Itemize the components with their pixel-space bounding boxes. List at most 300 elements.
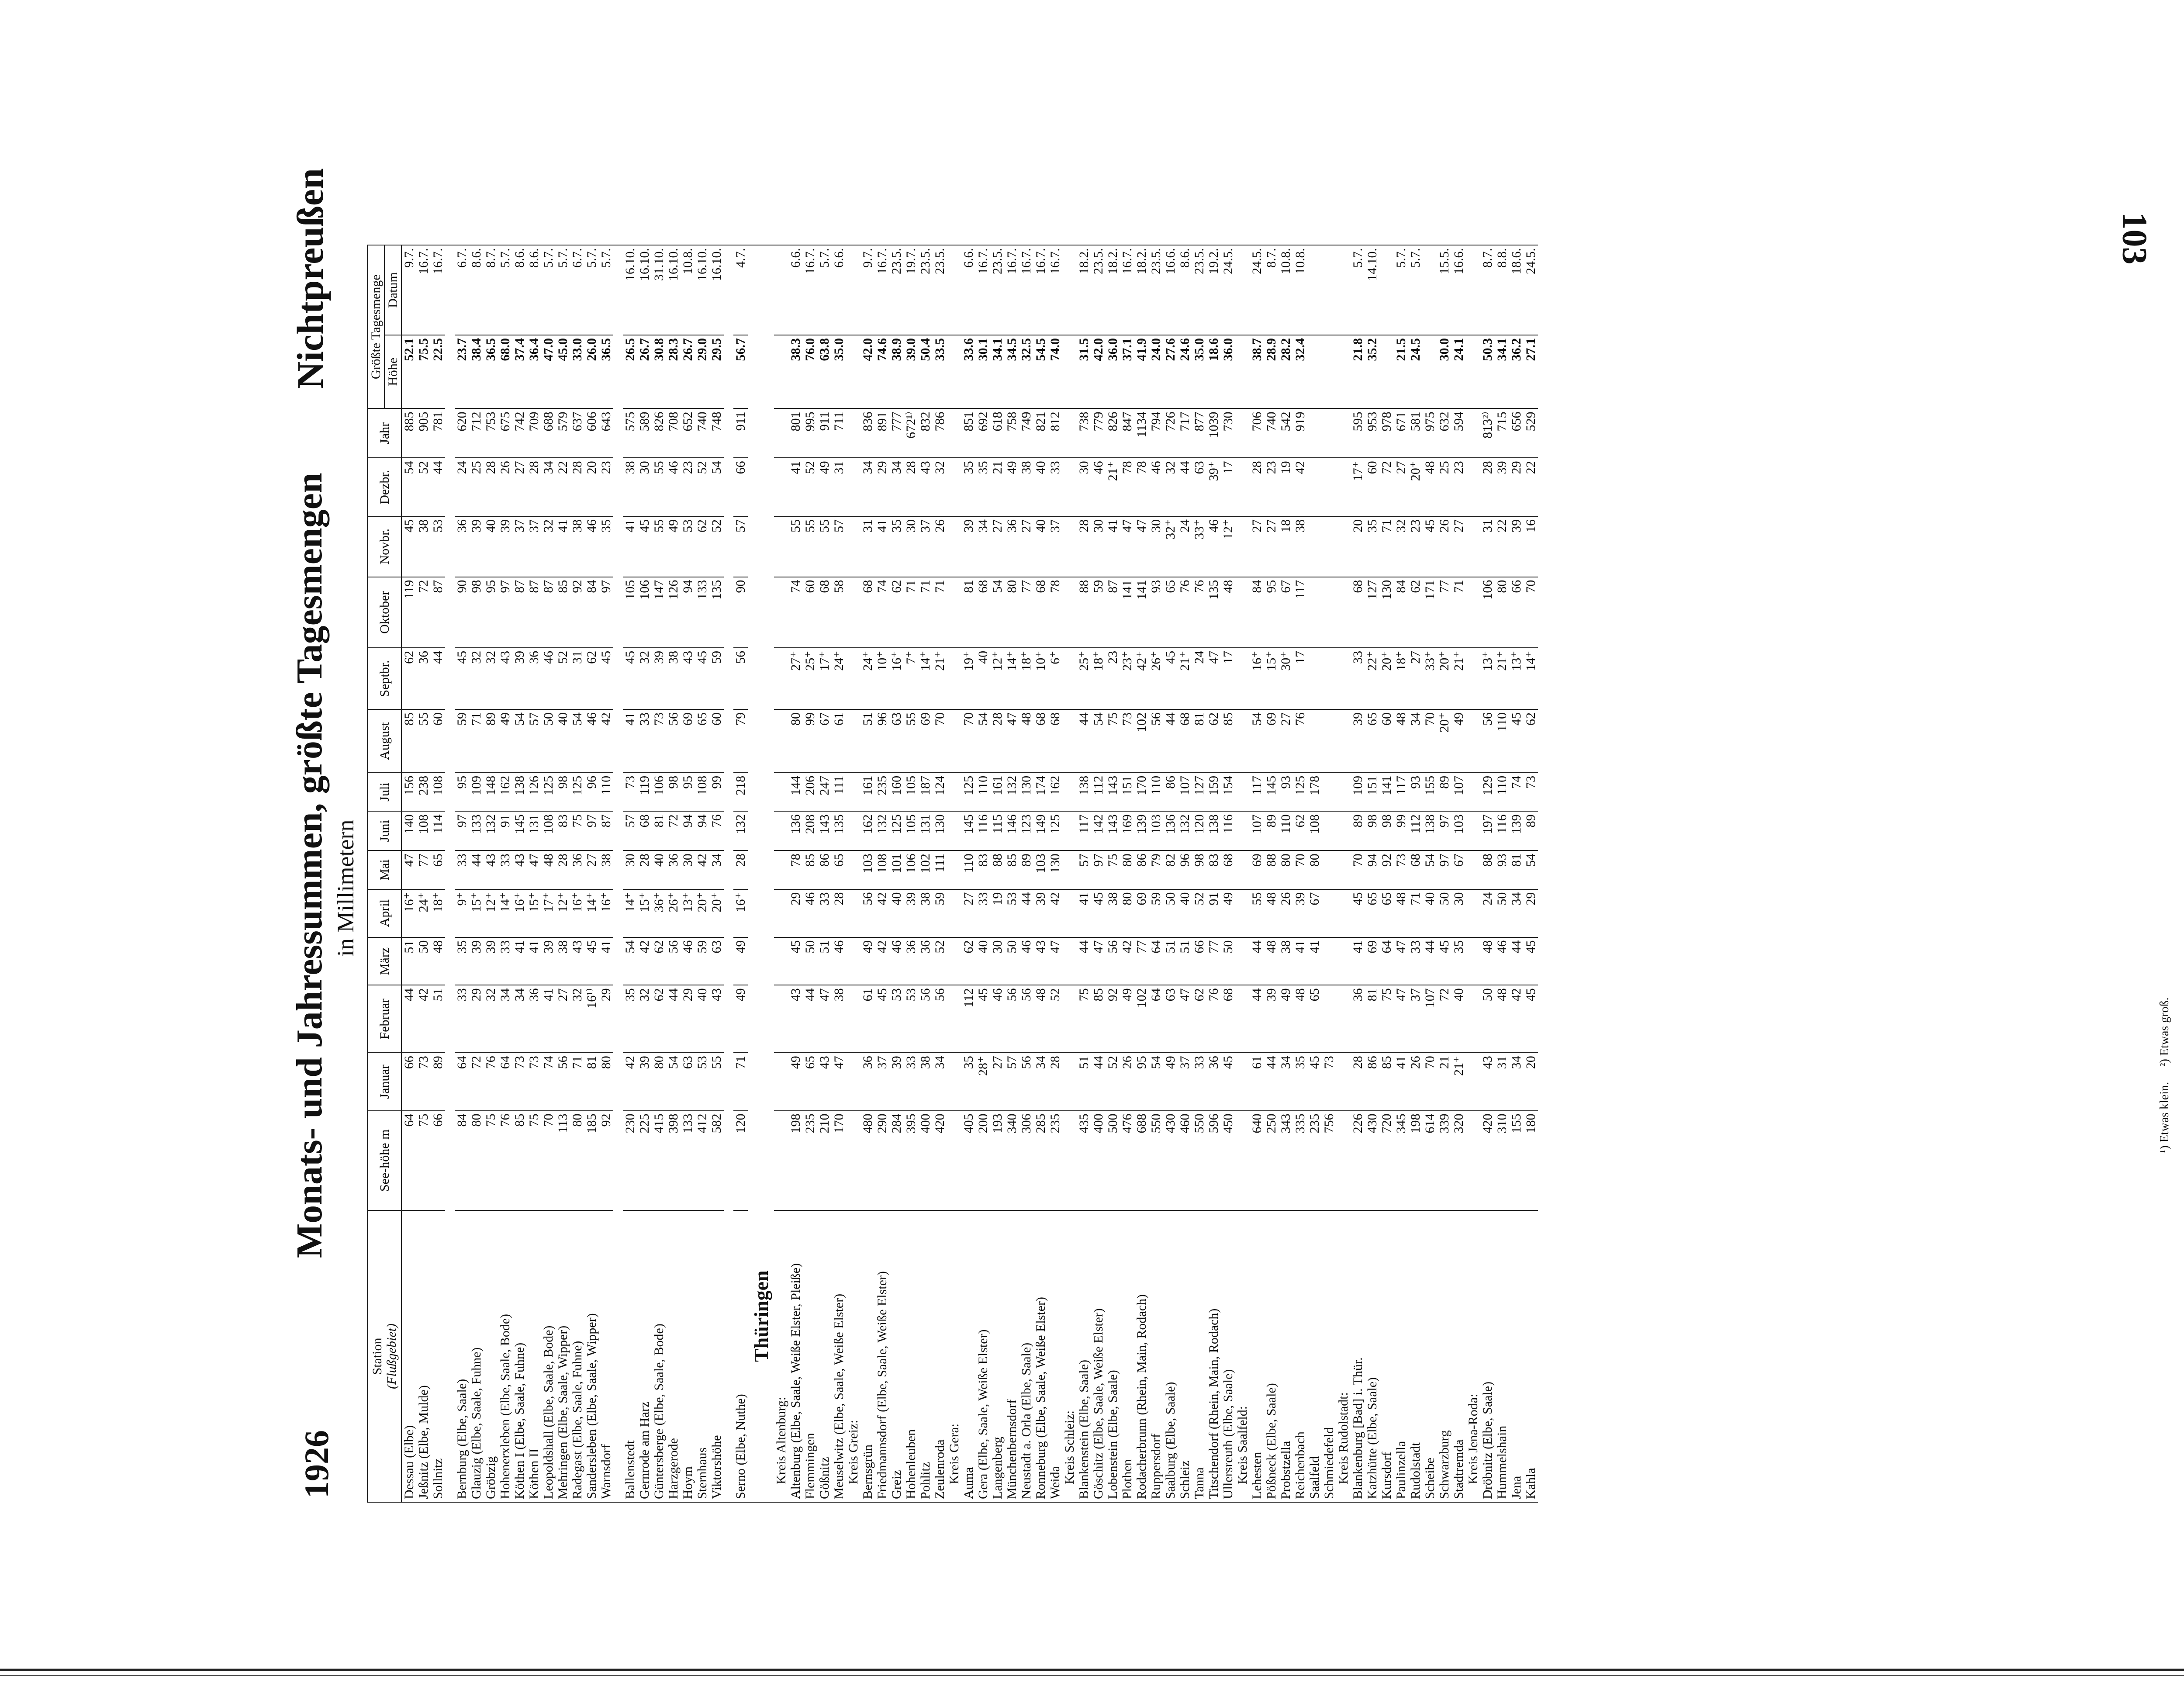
station-name: Jena xyxy=(1509,1210,1524,1502)
month-value: 71 xyxy=(570,1053,584,1110)
empty-cell xyxy=(1235,1053,1250,1110)
month-value: 108 xyxy=(1307,811,1322,850)
month-value: 125 xyxy=(889,811,904,850)
year-total: 706 xyxy=(1250,408,1264,458)
month-value: 132 xyxy=(1005,773,1019,811)
month-value: 21⁺ xyxy=(1495,648,1509,709)
month-value: 62 xyxy=(1408,577,1423,648)
month-value: 45 xyxy=(599,648,613,709)
month-value: 73 xyxy=(1120,709,1134,773)
table-row xyxy=(1005,245,1019,1502)
max-height: 26.7 xyxy=(681,335,695,408)
table-row xyxy=(541,245,556,1502)
month-value: 117 xyxy=(1077,811,1091,850)
month-value xyxy=(1322,648,1336,709)
month-value: 80 xyxy=(1307,850,1322,889)
station-name: Köthen II xyxy=(527,1210,541,1502)
month-value: 161 xyxy=(860,773,875,811)
col-year: Jahr xyxy=(367,408,401,458)
elevation-cell: 400 xyxy=(918,1111,933,1210)
table-row xyxy=(817,245,832,1502)
year-total: 652 xyxy=(681,408,695,458)
month-value: 55 xyxy=(652,458,666,516)
max-height: 34.1 xyxy=(990,335,1005,408)
empty-cell xyxy=(774,811,788,850)
month-value: 85 xyxy=(1379,1053,1394,1110)
month-value: 64 xyxy=(1149,937,1163,985)
month-value: 35 xyxy=(1293,1053,1307,1110)
month-value: 43 xyxy=(788,985,803,1053)
month-value: 93 xyxy=(1408,773,1423,811)
station-name: Paulinzella xyxy=(1394,1210,1408,1502)
empty-cell xyxy=(1235,811,1250,850)
month-value: 136 xyxy=(1163,811,1178,850)
max-height: 28.2 xyxy=(1279,335,1293,408)
month-value: 89 xyxy=(1524,811,1538,850)
kreis-label: Kreis Schleiz: xyxy=(1062,1210,1077,1502)
month-value: 89 xyxy=(1437,773,1451,811)
month-value: 139 xyxy=(1134,811,1149,850)
max-height: 35.0 xyxy=(1192,335,1206,408)
month-value: 33 xyxy=(1192,1053,1206,1110)
max-date: 10.8. xyxy=(1279,245,1293,335)
year-total: 643 xyxy=(599,408,613,458)
month-value: 16¹⁾ xyxy=(584,985,599,1053)
month-value: 108 xyxy=(875,850,889,889)
month-value: 77 xyxy=(1134,937,1149,985)
empty-cell xyxy=(1235,850,1250,889)
month-value: 87 xyxy=(541,577,556,648)
month-value: 162 xyxy=(860,811,875,850)
elevation-cell: 340 xyxy=(1005,1111,1019,1210)
month-value: 61 xyxy=(1250,1053,1264,1110)
month-value: 56 xyxy=(1149,709,1163,773)
month-value: 41 xyxy=(541,985,556,1053)
month-value: 40 xyxy=(484,516,498,577)
month-value: 55 xyxy=(1250,889,1264,937)
month-value: 60 xyxy=(709,709,724,773)
month-value: 96 xyxy=(875,709,889,773)
month-value: 81 xyxy=(1365,985,1379,1053)
month-value: 208 xyxy=(803,811,817,850)
month-value: 144 xyxy=(788,773,803,811)
max-height: 36.5 xyxy=(484,335,498,408)
month-value: 127 xyxy=(1192,773,1206,811)
month-value: 109 xyxy=(1351,773,1365,811)
empty-cell xyxy=(774,773,788,811)
empty-cell xyxy=(846,458,860,516)
year-total: 812 xyxy=(1048,408,1062,458)
max-height: 36.2 xyxy=(1509,335,1524,408)
month-value: 25 xyxy=(1437,458,1451,516)
month-value: 130 xyxy=(1379,577,1394,648)
month-value: 55 xyxy=(416,709,431,773)
month-value: 68 xyxy=(976,577,990,648)
month-value: 178 xyxy=(1307,773,1322,811)
month-value: 162 xyxy=(498,773,512,811)
station-name: Greiz xyxy=(889,1210,904,1502)
max-height: 41.9 xyxy=(1134,335,1149,408)
year-total: 671 xyxy=(1394,408,1408,458)
month-value: 20 xyxy=(1351,516,1365,577)
month-value: 55 xyxy=(652,516,666,577)
month-value: 69 xyxy=(1250,850,1264,889)
station-name: Bernsgrün xyxy=(860,1210,875,1502)
month-value: 77 xyxy=(416,850,431,889)
max-height: 28.3 xyxy=(666,335,681,408)
month-value: 13⁺ xyxy=(1509,648,1524,709)
month-value: 58 xyxy=(832,577,846,648)
month-value: 47 xyxy=(1178,985,1192,1053)
month-value: 95 xyxy=(484,577,498,648)
year-total: 740 xyxy=(695,408,709,458)
elevation-cell: 430 xyxy=(1163,1111,1178,1210)
station-name: Auma xyxy=(961,1210,976,1502)
month-value: 102 xyxy=(918,850,933,889)
year-total: 595 xyxy=(1351,408,1365,458)
month-value: 15⁺ xyxy=(469,889,484,937)
month-value: 42 xyxy=(1509,985,1524,1053)
month-value: 27 xyxy=(990,1053,1005,1110)
empty-cell xyxy=(1336,648,1351,709)
max-date: 5.7. xyxy=(1408,245,1423,335)
empty-cell xyxy=(1336,773,1351,811)
month-value: 29 xyxy=(681,985,695,1053)
col-elevation: See-höhe m xyxy=(367,1111,401,1210)
elevation-cell: 343 xyxy=(1279,1111,1293,1210)
month-value: 49 xyxy=(666,516,681,577)
max-height: 36.0 xyxy=(1221,335,1235,408)
max-height: 36.0 xyxy=(1106,335,1120,408)
month-value: 55 xyxy=(803,516,817,577)
elevation-cell: 450 xyxy=(1221,1111,1235,1210)
elevation-cell: 284 xyxy=(889,1111,904,1210)
month-value: 28 xyxy=(904,458,918,516)
month-value: 26 xyxy=(1120,1053,1134,1110)
month-value: 30 xyxy=(1077,458,1091,516)
empty-cell xyxy=(1062,516,1077,577)
max-height: 54.5 xyxy=(1033,335,1048,408)
month-value: 235 xyxy=(875,773,889,811)
max-date: 8.8. xyxy=(1495,245,1509,335)
month-value: 21⁺ xyxy=(1451,1053,1466,1110)
month-value: 26⁺ xyxy=(666,889,681,937)
empty-cell xyxy=(1235,889,1250,937)
month-value: 57 xyxy=(1005,1053,1019,1110)
month-value: 55 xyxy=(817,516,832,577)
year-total: 730 xyxy=(1221,408,1235,458)
month-value xyxy=(1322,937,1336,985)
month-value: 67 xyxy=(1279,577,1293,648)
table-row xyxy=(584,245,599,1502)
month-value: 161 xyxy=(990,773,1005,811)
max-date: 18.6. xyxy=(1509,245,1524,335)
month-value: 105 xyxy=(623,577,637,648)
month-value: 59 xyxy=(695,937,709,985)
year-total: 749 xyxy=(1019,408,1033,458)
month-value: 71 xyxy=(904,577,918,648)
month-value: 13⁺ xyxy=(1480,648,1495,709)
max-height: 38.4 xyxy=(469,335,484,408)
month-value: 45 xyxy=(455,648,469,709)
month-value: 29 xyxy=(1509,458,1524,516)
empty-cell xyxy=(1466,577,1480,648)
month-value: 14⁺ xyxy=(918,648,933,709)
empty-cell xyxy=(1466,1111,1480,1210)
max-date: 16.10. xyxy=(623,245,637,335)
empty-cell xyxy=(1336,245,1351,335)
month-value: 28 xyxy=(1077,516,1091,577)
table-row xyxy=(832,245,846,1502)
empty-cell xyxy=(1235,648,1250,709)
max-date: 18.2. xyxy=(1134,245,1149,335)
year-total: 581 xyxy=(1408,408,1423,458)
month-value: 38 xyxy=(570,516,584,577)
month-value: 41 xyxy=(512,937,527,985)
month-value: 31 xyxy=(570,648,584,709)
month-value: 38 xyxy=(556,937,570,985)
month-value: 39 xyxy=(541,937,556,985)
year-total: 777 xyxy=(889,408,904,458)
month-value xyxy=(1322,811,1336,850)
month-value: 112 xyxy=(1408,811,1423,850)
max-date: 8.7. xyxy=(484,245,498,335)
max-height: 76.0 xyxy=(803,335,817,408)
month-value: 16⁺ xyxy=(1250,648,1264,709)
station-name: Harzgerode xyxy=(666,1210,681,1502)
max-height: 50.4 xyxy=(918,335,933,408)
elevation-cell: 66 xyxy=(431,1111,445,1210)
month-value: 26 xyxy=(498,458,512,516)
empty-cell xyxy=(1336,1053,1351,1110)
empty-cell xyxy=(1235,709,1250,773)
station-name: Blankenburg [Bad] i. Thür. xyxy=(1351,1210,1365,1502)
station-name: Blankenstein (Elbe, Saale) xyxy=(1077,1210,1091,1502)
month-value: 117 xyxy=(1250,773,1264,811)
month-value: 18⁺ xyxy=(1091,648,1106,709)
spacer-row xyxy=(613,245,623,1502)
month-value: 14⁺ xyxy=(498,889,512,937)
station-name: Göschitz (Elbe, Saale, Weiße Elster) xyxy=(1091,1210,1106,1502)
max-date: 16.10. xyxy=(666,245,681,335)
year-total: 688 xyxy=(541,408,556,458)
month-value: 30 xyxy=(990,937,1005,985)
empty-cell xyxy=(1235,245,1250,335)
month-value: 138 xyxy=(1423,811,1437,850)
month-value: 20⁺ xyxy=(695,889,709,937)
year-total xyxy=(1322,408,1336,458)
max-height xyxy=(1322,335,1336,408)
month-value: 59 xyxy=(709,648,724,709)
month-value: 110 xyxy=(961,850,976,889)
month-value: 39 xyxy=(637,1053,652,1110)
year-total: 753 xyxy=(484,408,498,458)
month-value: 33 xyxy=(817,889,832,937)
month-value: 120 xyxy=(1192,811,1206,850)
max-date: 18.2. xyxy=(1077,245,1091,335)
max-date: 6.7. xyxy=(570,245,584,335)
max-height: 32.4 xyxy=(1293,335,1307,408)
empty-cell xyxy=(1062,811,1077,850)
month-value: 89 xyxy=(484,709,498,773)
month-value: 65 xyxy=(832,850,846,889)
station-name: Meuselwitz (Elbe, Saale, Weiße Elster) xyxy=(832,1210,846,1502)
month-value: 116 xyxy=(1221,811,1235,850)
footnote-2: ²) Etwas groß. xyxy=(2158,997,2171,1067)
empty-cell xyxy=(947,811,961,850)
month-value: 42 xyxy=(599,709,613,773)
month-value: 45 xyxy=(584,937,599,985)
month-value: 36 xyxy=(416,648,431,709)
month-value: 85 xyxy=(401,709,416,773)
month-value: 52 xyxy=(556,648,570,709)
month-value: 64 xyxy=(1149,985,1163,1053)
month-value: 146 xyxy=(1005,811,1019,850)
table-row xyxy=(498,245,512,1502)
empty-cell xyxy=(774,577,788,648)
month-value: 45 xyxy=(1091,889,1106,937)
table-row xyxy=(1408,245,1423,1502)
month-value: 24⁺ xyxy=(832,648,846,709)
month-value: 130 xyxy=(1048,850,1062,889)
year-total: 620 xyxy=(455,408,469,458)
month-value: 47 xyxy=(401,850,416,889)
month-value: 71 xyxy=(1379,516,1394,577)
month-value: 89 xyxy=(1351,811,1365,850)
month-value: 53 xyxy=(904,985,918,1053)
month-value: 20 xyxy=(1524,1053,1538,1110)
empty-cell xyxy=(947,850,961,889)
elevation-cell: 180 xyxy=(1524,1111,1538,1210)
max-date: 8.6. xyxy=(512,245,527,335)
month-value: 86 xyxy=(1134,850,1149,889)
month-value: 9⁺ xyxy=(455,889,469,937)
elevation-cell: 75 xyxy=(416,1111,431,1210)
max-date: 16.10. xyxy=(709,245,724,335)
kreis-row xyxy=(846,245,860,1502)
col-jul: Juli xyxy=(367,773,401,811)
kreis-label: Kreis Gera: xyxy=(947,1210,961,1502)
max-date: 5.7. xyxy=(599,245,613,335)
empty-cell xyxy=(846,811,860,850)
month-value: 34 xyxy=(976,516,990,577)
month-value: 55 xyxy=(709,1053,724,1110)
month-value: 26 xyxy=(1408,1053,1423,1110)
month-value: 33 xyxy=(904,1053,918,1110)
empty-cell xyxy=(947,458,961,516)
month-value: 29 xyxy=(599,985,613,1053)
month-value: 36 xyxy=(527,985,541,1053)
month-value: 129 xyxy=(1480,773,1495,811)
table-row xyxy=(695,245,709,1502)
month-value: 139 xyxy=(1509,811,1524,850)
month-value: 133 xyxy=(469,811,484,850)
empty-cell xyxy=(1336,335,1351,408)
month-value: 46 xyxy=(584,709,599,773)
year-total: 675 xyxy=(498,408,512,458)
station-name: Mehringen (Elbe, Saale, Wipper) xyxy=(556,1210,570,1502)
month-value: 46 xyxy=(681,937,695,985)
max-date: 8.6. xyxy=(469,245,484,335)
month-value: 45 xyxy=(1437,937,1451,985)
year-total: 911 xyxy=(817,408,832,458)
col-apr: April xyxy=(367,889,401,937)
max-height: 24.5 xyxy=(1408,335,1423,408)
month-value: 56 xyxy=(556,1053,570,1110)
col-jan: Januar xyxy=(367,1053,401,1110)
month-value: 34 xyxy=(1033,1053,1048,1110)
empty-cell xyxy=(1466,458,1480,516)
month-value: 45 xyxy=(788,937,803,985)
month-value: 112 xyxy=(1091,773,1106,811)
month-value: 10⁺ xyxy=(1033,648,1048,709)
station-name: Langenberg xyxy=(990,1210,1005,1502)
month-value: 40 xyxy=(1033,458,1048,516)
table-row xyxy=(1509,245,1524,1502)
month-value: 50 xyxy=(1437,889,1451,937)
empty-cell xyxy=(1466,648,1480,709)
month-value: 26⁺ xyxy=(1149,648,1163,709)
elevation-cell: 92 xyxy=(599,1111,613,1210)
station-name: Ullersreuth (Elbe, Saale) xyxy=(1221,1210,1235,1502)
month-value: 83 xyxy=(1206,850,1221,889)
month-value: 80 xyxy=(1495,577,1509,648)
max-date: 23.5. xyxy=(990,245,1005,335)
empty-cell xyxy=(947,516,961,577)
year-total: 801 xyxy=(788,408,803,458)
elevation-cell: 550 xyxy=(1149,1111,1163,1210)
max-date: 10.8. xyxy=(1293,245,1307,335)
month-value: 15⁺ xyxy=(527,889,541,937)
month-value: 39 xyxy=(484,937,498,985)
month-value: 103 xyxy=(860,850,875,889)
table-row xyxy=(1019,245,1033,1502)
month-value: 54 xyxy=(1149,1053,1163,1110)
month-value: 145 xyxy=(512,811,527,850)
elevation-cell: 193 xyxy=(990,1111,1005,1210)
month-value: 109 xyxy=(469,773,484,811)
month-value: 140 xyxy=(401,811,416,850)
month-value: 47 xyxy=(1048,937,1062,985)
month-value: 30 xyxy=(623,850,637,889)
elevation-cell: 320 xyxy=(1451,1111,1466,1210)
month-value: 43 xyxy=(681,648,695,709)
month-value: 47 xyxy=(1120,516,1134,577)
month-value: 24 xyxy=(1192,648,1206,709)
table-row xyxy=(1221,245,1235,1502)
empty-cell xyxy=(1062,1053,1077,1110)
month-value: 18 xyxy=(1279,516,1293,577)
month-value: 187 xyxy=(918,773,933,811)
month-value: 20⁺ xyxy=(709,889,724,937)
month-value: 65 xyxy=(431,850,445,889)
month-value: 45 xyxy=(1423,516,1437,577)
station-name: Ronneburg (Elbe, Saale, Weiße Elster) xyxy=(1033,1210,1048,1502)
elevation-cell: 398 xyxy=(666,1111,681,1210)
empty-cell xyxy=(1466,408,1480,458)
max-date: 16.7. xyxy=(416,245,431,335)
year-total: 692 xyxy=(976,408,990,458)
year-total: 891 xyxy=(875,408,889,458)
month-value: 44 xyxy=(469,850,484,889)
month-value: 37 xyxy=(875,1053,889,1110)
max-height xyxy=(1423,335,1437,408)
month-value: 64 xyxy=(498,1053,512,1110)
month-value: 23 xyxy=(1408,516,1423,577)
empty-cell xyxy=(846,773,860,811)
month-value: 37 xyxy=(918,516,933,577)
month-value: 35 xyxy=(889,516,904,577)
